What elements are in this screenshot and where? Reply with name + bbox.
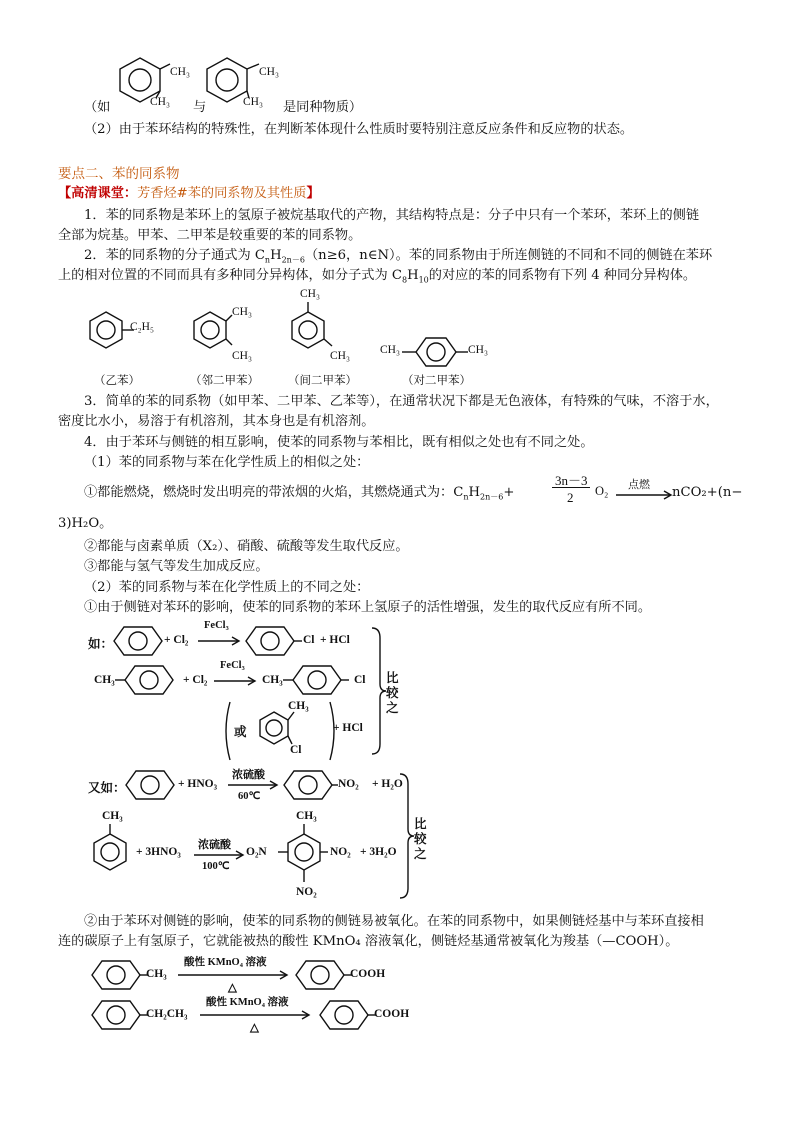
difference-2-line-1: ②由于苯环对侧链的影响，使苯的同系物的侧链易被氧化。在苯的同系物中，如果侧链烃基中与苯环直接相 [84, 914, 704, 929]
compare-brace [370, 626, 386, 756]
combustion-line-cont: 3)H₂O。 [58, 516, 113, 531]
water-product: + 3H₂O [360, 846, 397, 858]
benzene-structure [124, 768, 180, 802]
section-heading: 要点二、苯的同系物 [58, 166, 180, 182]
nitro-group: NO₂ [338, 778, 359, 790]
ethylbenzene-structure [88, 310, 148, 360]
ch3-label: CH₃ [380, 344, 400, 356]
paragraph-1-line-1: 1．苯的同系物是苯环上的氢原子被烷基取代的产物，其结构特点是：分子中只有一个苯环，苯环上的侧链 [84, 208, 700, 223]
difference-2-line-2: 连的碳原子上有氢原子，它就能被热的酸性 KMnO₄ 溶液氧化，侧链烃基通常被氧化为羧基（—COOH）。 [58, 934, 679, 949]
methyl-label: CH₃ [102, 810, 123, 822]
condition-label: 浓硫酸 [232, 769, 265, 781]
methyl-label: CH₃ [296, 810, 317, 822]
m-xylene-label: （间二甲苯） [288, 373, 357, 387]
text: H [270, 248, 282, 263]
lecture-label-end: 】 [306, 186, 320, 201]
compare-label: 比较之 [414, 816, 427, 861]
ch3-label: CH₃ [170, 66, 190, 78]
p-xylene-structure [402, 334, 472, 374]
text: + [503, 485, 515, 500]
nitric-acid-reagent: + HNO₃ [178, 778, 218, 790]
combustion-line [84, 483, 514, 508]
text: （n≥6，n∈N）。苯的同系物由于所连侧链的不同和不同的侧链在苯环 [304, 248, 713, 263]
chlorine-atom: Cl [290, 744, 302, 756]
o-xylene-label: （邻二甲苯） [190, 373, 259, 387]
reaction-arrow [200, 1010, 310, 1020]
reaction-arrow [194, 850, 244, 860]
ch3-label: CH₃ [468, 344, 488, 356]
chlorine-atom: Cl [354, 674, 366, 686]
compare-label: 比较之 [386, 670, 399, 715]
ch3-label: CH₃ [259, 66, 279, 78]
text: 上的相对位置的不同而具有多种同分异构体，如分子式为 C [58, 268, 402, 283]
ch3-label: CH₃ [150, 96, 170, 108]
combustion-products: nCO₂+(n− [672, 485, 743, 500]
or-label: 或 [234, 725, 247, 739]
lecture-link[interactable]: 芳香烃#苯的同系物及其性质 [137, 186, 307, 201]
p-xylene-label: （对二甲苯） [402, 373, 471, 387]
nitro-group-bottom: NO₂ [296, 886, 317, 898]
oxidant-condition: 酸性 KMnO₄ 溶液 [206, 997, 289, 1008]
paragraph-2-line-2 [58, 266, 696, 291]
note-2: （2）由于苯环结构的特殊性，在判断苯体现什么性质时要特别注意反应条件和反应物的状态。 [84, 122, 634, 137]
paragraph-1-line-2: 全部为烷基。甲苯、二甲苯是较重要的苯的同系物。 [58, 228, 362, 243]
catalyst-label: FeCl₃ [204, 620, 229, 631]
oxygen-formula: O₂ [595, 484, 609, 498]
oxidant-condition: 酸性 KMnO₄ 溶液 [184, 957, 267, 968]
toluene-structure [115, 663, 179, 697]
ch3-label: CH₃ [330, 350, 350, 362]
fraction-bar [552, 487, 590, 488]
difference-1: ①由于侧链对苯环的影响，使苯的同系物的苯环上氢原子的活性增强，发生的取代反应有所不同。 [84, 600, 652, 615]
similarity-2: ②都能与卤素单质（X₂）、硝酸、硫酸等发生取代反应。 [84, 539, 409, 554]
reaction-arrow [198, 636, 240, 646]
toluene-structure [90, 822, 134, 882]
example-label: 又如： [88, 781, 126, 795]
fraction-numerator: 3n－3 [555, 473, 588, 488]
lecture-label: 【高清课堂： [58, 186, 138, 201]
water-product: + H₂O [372, 778, 403, 790]
sub: 8 [401, 275, 408, 285]
same-substance-and: 与 [193, 100, 207, 115]
ch3-label: CH₃ [232, 350, 252, 362]
compare-brace [398, 772, 414, 900]
condition-label: 浓硫酸 [198, 839, 231, 851]
methyl-label: CH₃ [146, 968, 167, 980]
ethyl-label: CH₂CH₃ [146, 1008, 188, 1020]
reaction-arrow [228, 780, 278, 790]
chlorine-reagent: + Cl₂ [183, 674, 208, 686]
nitro-group-right: NO₂ [330, 846, 351, 858]
carboxyl-group: COOH [374, 1008, 410, 1020]
text: 2．苯的同系物的分子通式为 C [84, 248, 265, 263]
temperature-label: 60℃ [238, 791, 261, 802]
ch3-label: CH₃ [243, 96, 263, 108]
methyl-label: CH₃ [94, 674, 115, 686]
heat-symbol: △ [228, 982, 237, 994]
chlorine-reagent: + Cl₂ [164, 634, 189, 646]
similarity-3: ③都能与氢气等发生加成反应。 [84, 559, 269, 574]
ethyl-group-label: C₂H₅ [130, 321, 154, 333]
same-substance-prefix: （如 [84, 100, 111, 115]
paragraph-3-line-1: 3．简单的苯的同系物（如甲苯、二甲苯、乙苯等），在通常状况下都是无色液体，有特殊的气味，不溶于水， [84, 394, 719, 409]
sub: 10 [418, 275, 429, 285]
text: H [407, 268, 419, 283]
example-label: 如： [88, 637, 114, 651]
text: 的对应的苯的同系物有下列 4 种同分异构体。 [428, 268, 697, 283]
same-substance-suffix: 是同种物质） [283, 100, 363, 115]
text: ①都能燃烧，燃烧时发出明亮的带浓烟的火焰，其燃烧通式为：C [84, 485, 464, 500]
carboxyl-group: COOH [350, 968, 386, 980]
nitro-group-left: O₂N [246, 846, 267, 858]
reaction-arrow [214, 676, 256, 686]
ethylbenzene-label: （乙苯） [94, 373, 140, 387]
sub: 2n－6 [281, 255, 305, 265]
similarity-heading: （1）苯的同系物与苯在化学性质上的相似之处： [84, 455, 370, 470]
methyl-label: CH₃ [288, 700, 309, 712]
sub: 2n－6 [480, 492, 504, 502]
lecture-link-line [58, 184, 320, 204]
fraction-denominator: 2 [567, 490, 574, 505]
benzene-structure [112, 624, 168, 658]
difference-heading: （2）苯的同系物与苯在化学性质上的不同之处： [84, 580, 370, 595]
text: H [468, 485, 481, 500]
nitric-acid-reagent: + 3HNO₃ [136, 846, 181, 858]
ch3-label: CH₃ [300, 288, 320, 300]
reaction-arrow [178, 970, 288, 980]
p-chlorotoluene-structure [283, 663, 357, 697]
ignite-condition: 点燃 [628, 479, 650, 491]
temperature-label: 100℃ [202, 861, 230, 872]
hcl-product: + HCl [333, 722, 363, 734]
paragraph-3-line-2: 密度比水小，易溶于有机溶剂，其本身也是有机溶剂。 [58, 414, 375, 429]
ch3-label: CH₃ [232, 306, 252, 318]
heat-symbol: △ [250, 1022, 259, 1034]
methyl-label: CH₃ [262, 674, 283, 686]
hcl-product: + HCl [320, 634, 350, 646]
sub: n [264, 255, 271, 265]
reaction-arrow [616, 490, 672, 500]
catalyst-label: FeCl₃ [220, 660, 245, 671]
chlorine-atom: Cl [303, 634, 315, 646]
paragraph-4-line-1: 4．由于苯环与侧链的相互影响，使苯的同系物与苯相比，既有相似之处也有不同之处。 [84, 435, 594, 450]
sub: n [463, 492, 469, 502]
